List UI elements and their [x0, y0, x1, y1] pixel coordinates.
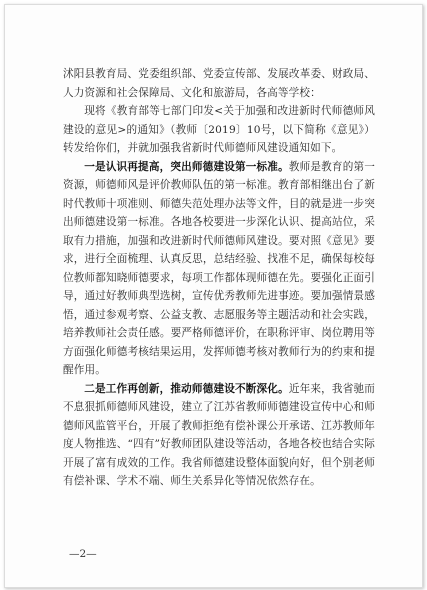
section-2-body: 近年来，我省驰而不息狠抓师德师风建设，建立了江苏省教师师德建设宣传中心和师德师风监管平台，开展了教师拒绝有偿补课公开承诺、江苏教师年度人物推选、“四有”好教师团队建设等活动，各地各校也结合实际开展了富有成效的工作。我省师德建设整体面貌向好，但个别老师有偿补课、学术不端、师生关系异化等情况依然存在。: [63, 382, 375, 487]
page-number: —2—: [69, 548, 97, 560]
intro-paragraph: 现将《教育部等七部门印发<关于加强和改进新时代师德师风建设的意见>的通知》（教师〔2019〕10号，以下简称《意见》）转发给你们，并就加强我省新时代师德师风建设通知如下。: [63, 105, 375, 154]
document-body: [63, 65, 375, 491]
recipients-paragraph: 沭阳县教育局、党委组织部、党委宣传部、发展改革委、财政局、人力资源和社会保障局、文化和旅游局，各高等学校：: [63, 68, 375, 99]
section-1-heading: 一是认识再提高，突出师德建设第一标准。: [84, 160, 289, 173]
section-2-paragraph: [63, 380, 375, 491]
document-page: [4, 4, 423, 588]
section-1-paragraph: [63, 158, 375, 380]
section-1-body: 教师是教育的第一资源，师德师风是评价教师队伍的第一标准。教育部相继出台了新时代教师十项准则、师德失范处理办法等文件，目的就是进一步突出师德建设第一标准。各地各校要进一步深化认识、提高站位，采取有力措施，加强和改进新时代师德师风建设。要对照《意见》要求，进行全面梳理、认真反思，总结经验、找准不足，确保每校每位教师都知晓师德要求，每项工作都体现师德在先。要强化正面引导，通过好教师典型选树，宣传优秀教师先进事迹。要加强情景感悟，通过参观考察、公益支教、志愿服务等主题活动和社会实践，培养教师社会责任感。要严格师德评价，在职称评审、岗位聘用等方面强化师德考核结果运用，发挥师德考核对教师行为的约束和提醒作用。: [63, 160, 375, 376]
section-2-heading: 二是工作再创新，推动师德建设不断深化。: [84, 382, 289, 395]
